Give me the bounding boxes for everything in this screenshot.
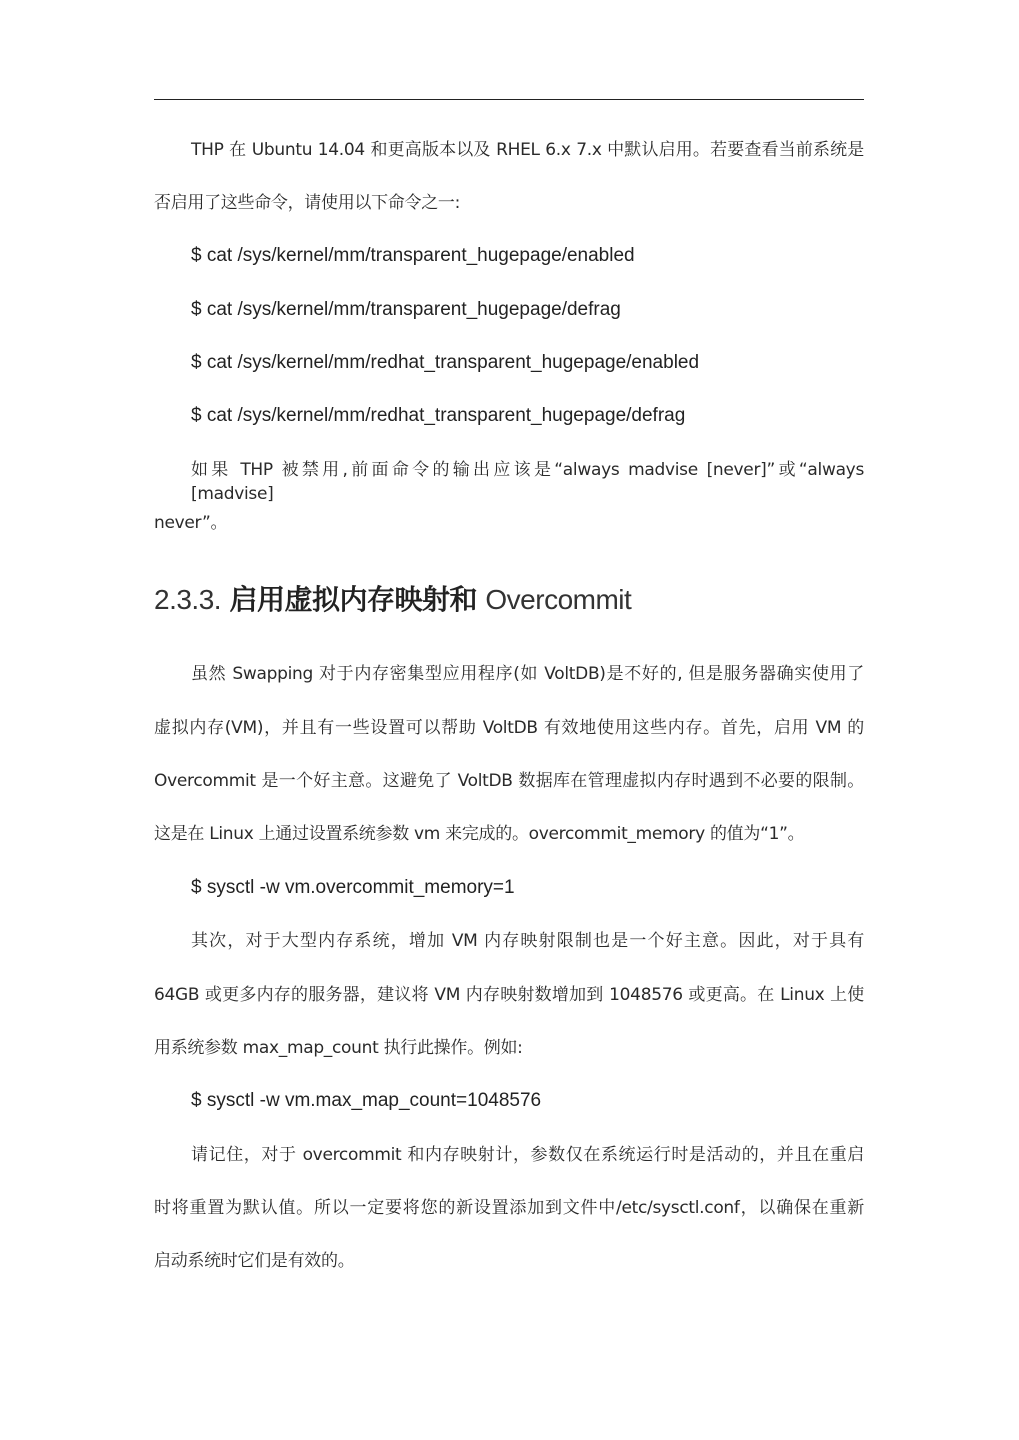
paragraph-line: 虚拟内存(VM)，并且有一些设置可以帮助 VoltDB 有效地使用这些内存。首先，启用 VM 的 bbox=[154, 718, 864, 738]
command-line: $ sysctl -w vm.overcommit_memory=1 bbox=[191, 877, 515, 898]
paragraph-line: 请记住，对于 overcommit 和内存映射计，参数仅在系统运行时是活动的，并且在重启 bbox=[191, 1145, 864, 1165]
command-line: $ cat /sys/kernel/mm/transparent_hugepage/defrag bbox=[191, 299, 621, 320]
paragraph-line: 用系统参数 max_map_count 执行此操作。例如: bbox=[154, 1038, 523, 1058]
paragraph-line: Overcommit 是一个好主意。这避免了 VoltDB 数据库在管理虚拟内存时遇到不必要的限制。 bbox=[154, 771, 864, 791]
paragraph-line: 如果 THP 被禁用,前面命令的输出应该是“always madvise [never]”或“always [madvise] bbox=[191, 460, 864, 504]
paragraph-line: 时将重置为默认值。所以一定要将您的新设置添加到文件中/etc/sysctl.conf，以确保在重新 bbox=[154, 1198, 864, 1218]
section-title: 启用虚拟内存映射和 bbox=[229, 583, 477, 616]
section-title-en: Overcommit bbox=[485, 584, 632, 615]
paragraph-line: 启动系统时它们是有效的。 bbox=[154, 1251, 355, 1271]
paragraph-line: THP 在 Ubuntu 14.04 和更高版本以及 RHEL 6.x 7.x 中默认启用。若要查看当前系统是 bbox=[191, 140, 864, 160]
command-line: $ cat /sys/kernel/mm/transparent_hugepage/enabled bbox=[191, 245, 635, 266]
paragraph-line: 其次，对于大型内存系统，增加 VM 内存映射限制也是一个好主意。因此，对于具有 bbox=[191, 931, 864, 951]
command-line: $ sysctl -w vm.max_map_count=1048576 bbox=[191, 1090, 542, 1111]
header-rule bbox=[154, 99, 864, 100]
paragraph-line: 虽然 Swapping 对于内存密集型应用程序(如 VoltDB)是不好的, 但是服务器确实使用了 bbox=[191, 664, 864, 684]
paragraph-line: 64GB 或更多内存的服务器，建议将 VM 内存映射数增加到 1048576 或更高。在 Linux 上使 bbox=[154, 985, 864, 1005]
section-heading bbox=[154, 582, 631, 618]
command-line: $ cat /sys/kernel/mm/redhat_transparent_hugepage/defrag bbox=[191, 405, 686, 426]
command-line: $ cat /sys/kernel/mm/redhat_transparent_hugepage/enabled bbox=[191, 352, 700, 373]
paragraph-line: 这是在 Linux 上通过设置系统参数 vm 来完成的。overcommit_memory 的值为“1”。 bbox=[154, 824, 805, 844]
paragraph-line: never”。 bbox=[154, 513, 228, 533]
section-number: 2.3.3. bbox=[154, 584, 222, 615]
paragraph-line: 否启用了这些命令，请使用以下命令之一: bbox=[154, 193, 461, 213]
